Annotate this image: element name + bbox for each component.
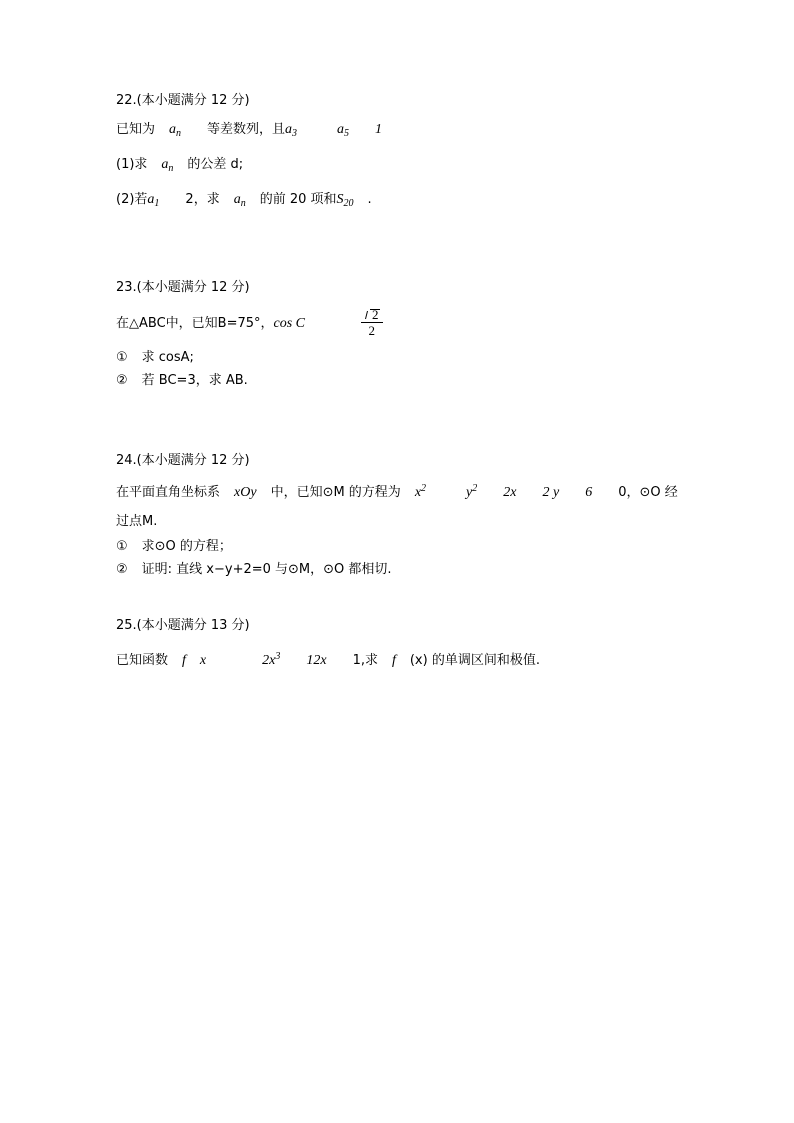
problem-23-header: 23.(本小题满分 12 分) (116, 280, 250, 295)
problem-list (116, 88, 696, 679)
problem-22-header: 22.(本小题满分 12 分) (116, 93, 250, 108)
problem-24-line-1: 在平面直角坐标系 xOy 中，已知⊙M 的方程为 $x^2$ $y^2$ 2x 2 y 6 0，⊙O 经 (116, 483, 678, 500)
problem-25 (116, 613, 696, 679)
problem-23-line-1: 在△ABC中，已知B=75°，cos C $\frac{2}{2}$ (116, 301, 696, 346)
problem-22-line-3: (2)若$a_1$ 2，求 $a_n$ 的前 20 项和$S_{20}$ . (116, 192, 372, 209)
problem-24-line-3: ① 求⊙O 的方程； (116, 539, 232, 554)
problem-22-line-2: (1)求 $a_n$ 的公差 d; (116, 157, 244, 174)
problem-24 (116, 448, 696, 581)
problem-24-line-4: ② 证明: 直线 x−y+2=0 与⊙M，⊙O 都相切. (116, 562, 392, 577)
problem-25-header: 25.(本小题满分 13 分) (116, 618, 250, 633)
problem-23-line-3: ② 若 BC=3，求 AB. (116, 373, 248, 388)
problem-22-line-1: 已知为 $a_n$ 等差数列，且$a_3$ $a_5$ 1 (116, 122, 383, 139)
problem-22 (116, 88, 696, 219)
problem-23 (116, 275, 696, 392)
problem-23-line-2: ① 求 cosA; (116, 350, 194, 365)
problem-24-line-2: 过点M. (116, 514, 158, 529)
problem-25-line-1: 已知函数 f x $2x^3$ 12x 1,求 f (x) 的单调区间和极值. (116, 651, 540, 668)
problem-24-header: 24.(本小题满分 12 分) (116, 453, 250, 468)
